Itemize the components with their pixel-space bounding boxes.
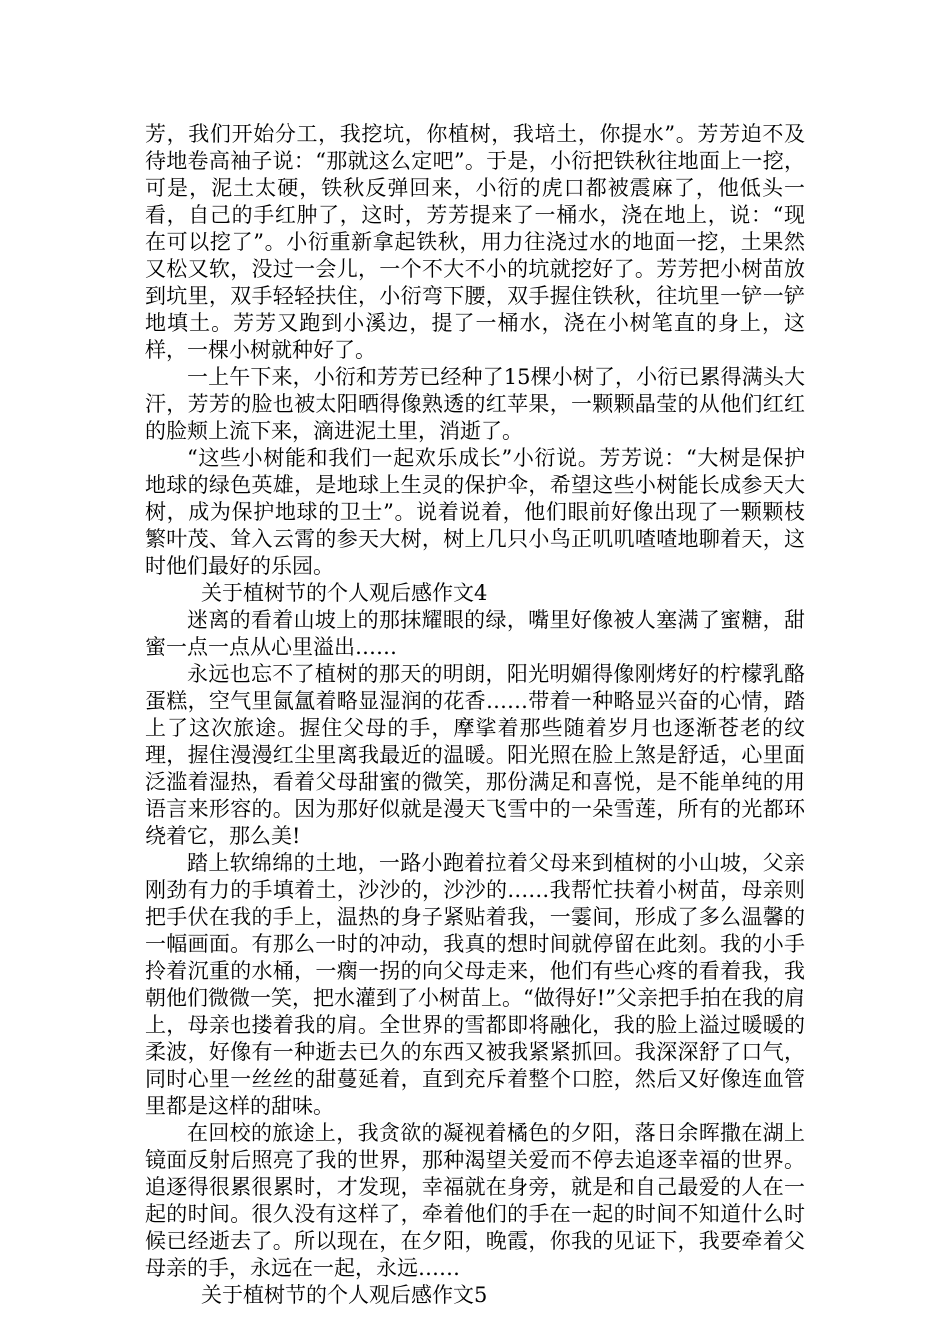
paragraph-2: 一上午下来，小衍和芳芳已经种了15棵小树了，小衍已累得满头大汗，芳芳的脸也被太阳晒得像熟透的红苹果，一颗颗晶莹的从他们红红的脸颊上流下来，滴进泥土里，消逝了。: [145, 365, 805, 443]
document-page: [145, 121, 805, 1309]
paragraph-6: 永远也忘不了植树的那天的明朗，阳光明媚得像刚烤好的柠檬乳酪蛋糕，空气里氤氲着略显湿润的花香……带着一种略显兴奋的心情，踏上了这次旅途。握住父母的手，摩挲着那些随着岁月也逐渐苍老的纹理，握住漫漫红尘里离我最近的温暖。阳光照在脸上煞是舒适，心里面泛滥着湿热，看着父母甜蜜的微笑，那份满足和喜悦，是不能单纯的用语言来形容的。因为那好似就是漫天飞雪中的一朵雪莲，所有的光都环绕着它，那么美!: [145, 662, 805, 848]
paragraph-3: “这些小树能和我们一起欢乐成长”小衍说。芳芳说：“大树是保护地球的绿色英雄，是地球上生灵的保护伞，希望这些小树能长成参天大树，成为保护地球的卫士”。说着说着，他们眼前好像出现了一颗颗枝繁叶茂、耸入云霄的参天大树，树上几只小鸟正叽叽喳喳地聊着天，这时他们最好的乐园。: [145, 446, 805, 578]
paragraph-7: 踏上软绵绵的土地，一路小跑着拉着父母来到植树的小山坡，父亲刚劲有力的手填着土，沙沙的，沙沙的……我帮忙扶着小树苗，母亲则把手伏在我的手上，温热的身子紧贴着我，一霎间，形成了多么温馨的一幅画面。有那么一时的冲动，我真的想时间就停留在此刻。我的小手拎着沉重的水桶，一瘸一拐的向父母走来，他们有些心疼的看着我，我朝他们微微一笑，把水灌到了小树苗上。“做得好!”父亲把手拍在我的肩上，母亲也搂着我的肩。全世界的雪都即将融化，我的脸上溢过暖暖的柔波，好像有一种逝去已久的东西又被我紧紧抓回。我深深舒了口气，同时心里一丝丝的甜蔓延着，直到充斥着整个口腔，然后又好像连血管里都是这样的甜味。: [145, 851, 805, 1118]
paragraph-5: 迷离的看着山坡上的那抹耀眼的绿，嘴里好像被人塞满了蜜糖，甜蜜一点一点从心里溢出……: [145, 608, 805, 659]
paragraph-1: 芳，我们开始分工，我挖坑，你植树，我培土，你提水”。芳芳迫不及待地卷高袖子说：“那就这么定吧”。于是，小衍把铁秋往地面上一挖，可是，泥土太硬，铁秋反弹回来，小衍的虎口都被震麻了，他低头一看，自己的手红肿了，这时，芳芳提来了一桶水，浇在地上，说：“现在可以挖了”。小衍重新拿起铁秋，用力往浇过水的地面一挖，土果然又松又软，没过一会儿，一个不大不小的坑就挖好了。芳芳把小树苗放到坑里，双手轻轻扶住，小衍弯下腰，双手握住铁秋，往坑里一铲一铲地填土。芳芳又跑到小溪边，提了一桶水，浇在小树笔直的身上，这样，一棵小树就种好了。: [145, 122, 805, 362]
section-heading-5: 关于植树节的个人观后感作文5: [201, 1283, 488, 1307]
section-heading-4: 关于植树节的个人观后感作文4: [201, 581, 488, 605]
paragraph-8: 在回校的旅途上，我贪欲的凝视着橘色的夕阳，落日余晖撒在湖上镜面反射后照亮了我的世界，那种渴望关爱而不停去追逐幸福的世界。追逐得很累很累时，才发现，幸福就在身旁，就是和自己最爱的人在一起的时间。很久没有这样了，牵着他们的手在一起的时间不知道什么时候已经逝去了。所以现在，在夕阳，晚霞，你我的见证下，我要牵着父母亲的手，永远在一起，永远……: [145, 1121, 805, 1280]
